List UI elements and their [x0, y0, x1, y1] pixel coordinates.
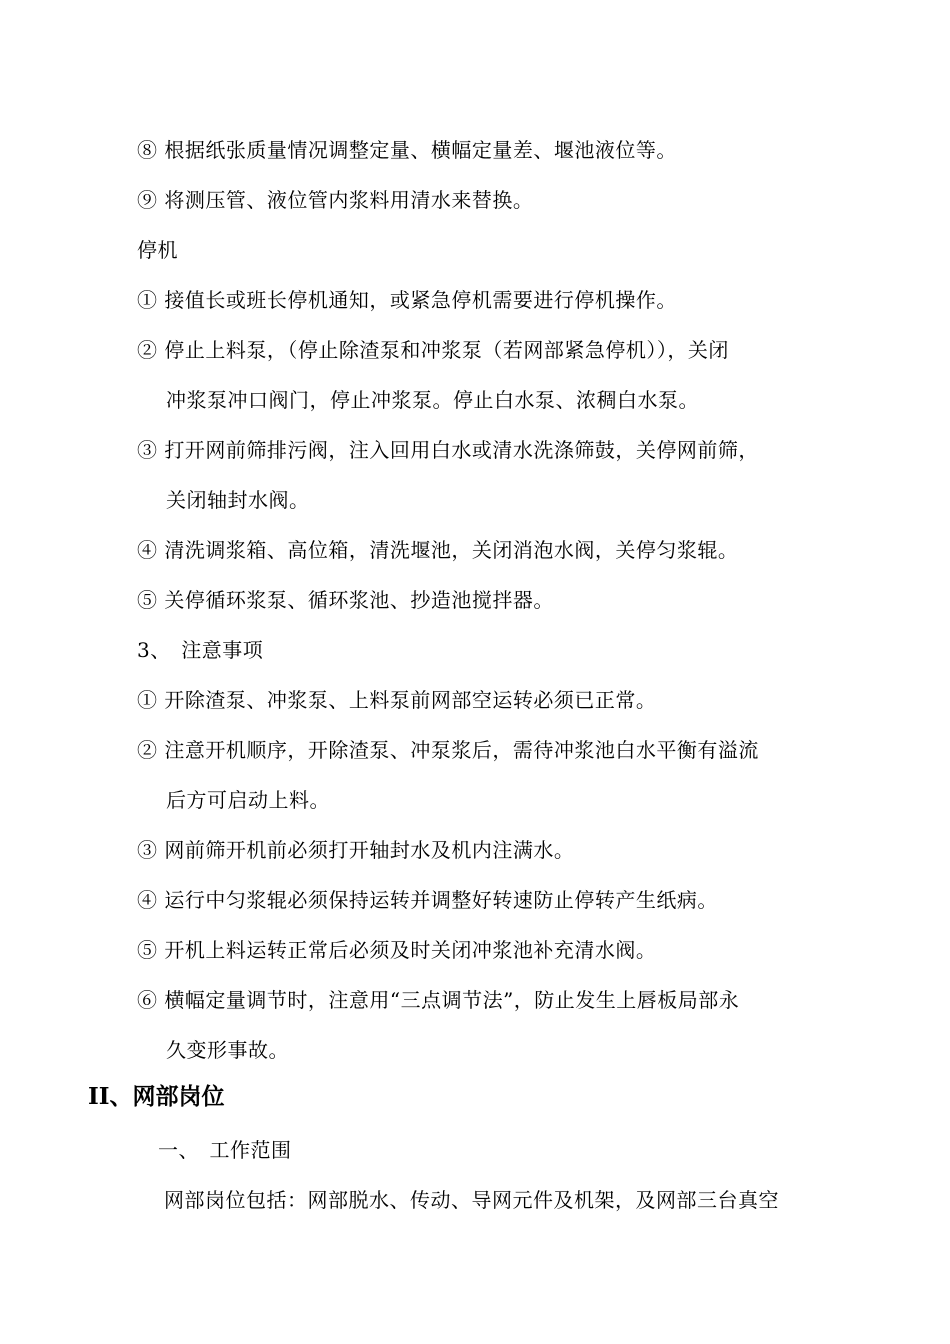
text-line: 后方可启动上料。 — [166, 788, 330, 812]
text-line: ⑧ 根据纸张质量情况调整定量、横幅定量差、堰池液位等。 — [137, 138, 677, 162]
text-line: ① 接值长或班长停机通知，或紧急停机需要进行停机操作。 — [137, 288, 677, 312]
text-line: ③ 网前筛开机前必须打开轴封水及机内注满水。 — [137, 838, 575, 862]
section-heading: II、网部岗位 — [88, 1083, 225, 1110]
text-line: ⑤ 开机上料运转正常后必须及时关闭冲浆池补充清水阀。 — [137, 938, 657, 962]
text-line: 久变形事故。 — [166, 1038, 289, 1062]
text-line: ① 开除渣泵、冲浆泵、上料泵前网部空运转必须已正常。 — [137, 688, 657, 712]
text-line: ⑤ 关停循环浆泵、循环浆池、抄造池搅拌器。 — [137, 588, 554, 612]
text-line: 网部岗位包括：网部脱水、传动、导网元件及机架，及网部三台真空 — [164, 1188, 779, 1212]
text-line: ② 停止上料泵，（停止除渣泵和冲浆泵（若网部紧急停机）），关闭 — [137, 338, 729, 362]
text-line: ⑥ 横幅定量调节时，注意用“三点调节法”，防止发生上唇板局部永 — [137, 988, 740, 1012]
text-line: ⑨ 将测压管、液位管内浆料用清水来替换。 — [137, 188, 534, 212]
text-line: ④ 运行中匀浆辊必须保持运转并调整好转速防止停转产生纸病。 — [137, 888, 718, 912]
text-line: 3、 注意事项 — [137, 638, 264, 662]
text-line: 关闭轴封水阀。 — [166, 488, 310, 512]
text-line: 冲浆泵冲口阀门，停止冲浆泵。停止白水泵、浓稠白水泵。 — [166, 388, 699, 412]
subsection-heading: 一、 工作范围 — [158, 1138, 292, 1162]
text-line: ④ 清洗调浆箱、高位箱，清洗堰池，关闭消泡水阀，关停匀浆辊。 — [137, 538, 739, 562]
text-line: ② 注意开机顺序，开除渣泵、冲泵浆后，需待冲浆池白水平衡有溢流 — [137, 738, 759, 762]
text-line: ③ 打开网前筛排污阀，注入回用白水或清水洗涤筛鼓，关停网前筛， — [137, 438, 759, 462]
text-line: 停机 — [137, 238, 178, 262]
